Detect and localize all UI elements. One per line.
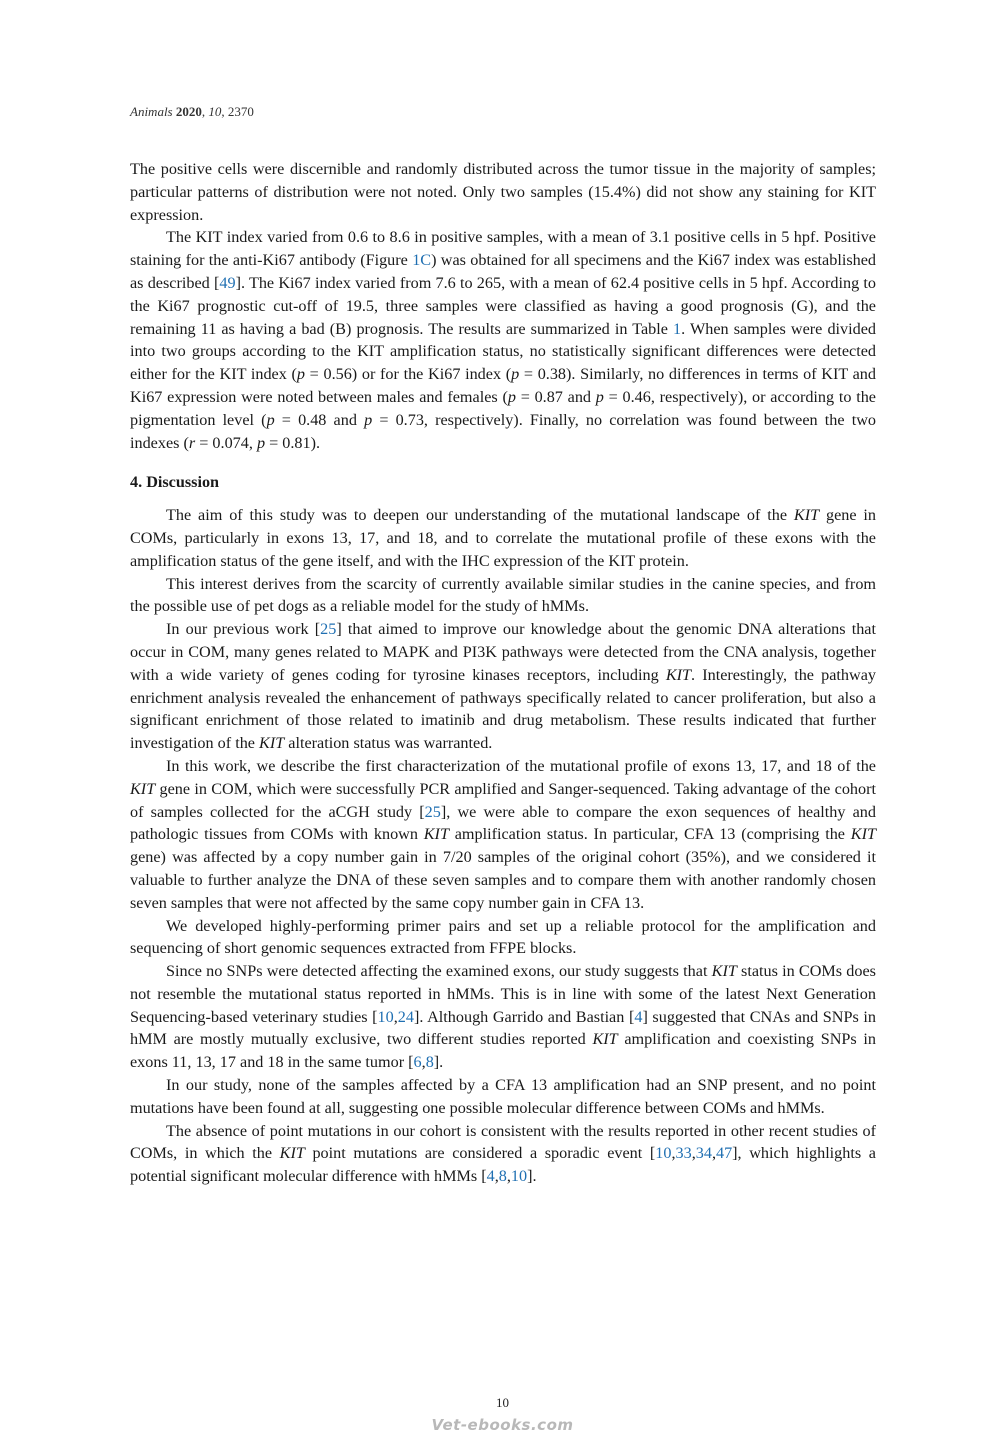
text-run: = 0.48 and	[274, 410, 365, 429]
text-run: gene) was affected by a copy number gain in 7/20 samples of the original cohort (35%), and we considered it valuable to further analyze the DNA of these seven samples and to compare them with another randomly chosen seven samples that were not affected by the same copy number gain in CFA 13.	[130, 848, 876, 912]
citation-link[interactable]: 25	[320, 620, 337, 639]
citation-link[interactable]: 6	[413, 1053, 422, 1072]
running-header: Animals 2020, 10, 2370	[130, 104, 254, 119]
body-paragraph	[130, 504, 876, 572]
citation-link[interactable]: 8	[498, 1167, 507, 1186]
italic-term: p	[507, 387, 516, 406]
journal-year: 2020	[175, 104, 202, 119]
text-run: . When samples were divided into two groups according to the KIT amplification status, no statistically significant differences were detected either for the KIT index (	[130, 319, 877, 384]
page-body	[130, 158, 876, 1188]
citation-link[interactable]: 10	[510, 1167, 528, 1186]
italic-term: KIT	[850, 825, 876, 844]
citation-link[interactable]: 4	[634, 1007, 643, 1026]
text-run: = 0.56) or for the Ki67 index (	[305, 365, 512, 384]
journal-volume: 10	[208, 104, 222, 119]
citation-link[interactable]: 10	[377, 1007, 394, 1026]
journal-name: Animals	[130, 104, 173, 119]
text-run: status in COMs does not resemble the mutational status reported in hMMs. This is in line with some of the latest Next Generation Sequencing-based veterinary studies [	[130, 962, 876, 1026]
text-run: ]. Although Garrido and Bastian [	[413, 1007, 635, 1026]
text-run: In our previous work [	[166, 620, 321, 639]
article-number: 2370	[227, 104, 254, 119]
text-run: = 0.87 and	[515, 387, 596, 406]
italic-term: p	[364, 410, 373, 429]
italic-term: p	[266, 410, 275, 429]
text-run: The absence of point mutations in our cohort is consistent with the results reported in other recent studies of COMs, in which the	[130, 1121, 876, 1163]
text-run: ,	[711, 1144, 716, 1163]
text-run: = 0.81).	[265, 433, 321, 452]
italic-term: KIT	[279, 1144, 305, 1163]
text-run: In our study, none of the samples affected by a CFA 13 amplification had an SNP present, and no point mutations have been found at all, suggesting one possible molecular difference between COMs and hMMs.	[130, 1076, 876, 1117]
text-run: In this work, we describe the first characterization of the mutational profile of exons 13, 17, and 18 of the	[166, 756, 876, 775]
italic-term: p	[511, 365, 520, 384]
page-number: 10	[496, 1395, 509, 1410]
text-run: ], which highlights a potential significant molecular difference with hMMs [	[130, 1144, 876, 1186]
italic-term: KIT	[665, 665, 692, 684]
text-run: . Interestingly, the pathway enrichment analysis revealed the enhancement of pathways specifically related to cancer proliferation, but also a significant enrichment of those related to imatinib and drug metabolism. These results indicated that further investigation of the	[130, 665, 876, 753]
text-run: ,	[421, 1053, 426, 1072]
italic-term: KIT	[793, 506, 820, 525]
text-run: ].	[527, 1167, 537, 1186]
text-run: The KIT index varied from 0.6 to 8.6 in positive samples, with a mean of 3.1 positive cells in 5 hpf. Positive staining for the anti-Ki67 antibody (Figure	[130, 228, 876, 270]
text-run: = 0.38). Similarly, no differences in terms of KIT and Ki67 expression were noted between males and females (	[130, 365, 876, 406]
body-paragraph	[130, 755, 876, 915]
italic-term: p	[595, 387, 604, 406]
citation-link[interactable]: 33	[675, 1144, 692, 1163]
body-paragraph	[130, 618, 876, 755]
italic-term: KIT	[259, 734, 285, 753]
text-run: ], we were able to compare the exon sequences of healthy and pathologic tissues from COMs with known	[130, 802, 876, 844]
text-run: We developed highly-performing primer pairs and set up a reliable protocol for the amplification and sequencing of short genomic sequences extracted from FFPE blocks.	[130, 916, 876, 958]
citation-link[interactable]: 25	[424, 802, 441, 821]
citation-link[interactable]: 8	[425, 1053, 434, 1072]
watermark-logo	[0, 1416, 1005, 1435]
italic-term: KIT	[423, 825, 449, 844]
text-run: alteration status was warranted.	[284, 734, 493, 753]
text-run: ,	[506, 1167, 511, 1186]
italic-term: KIT	[592, 1030, 618, 1049]
body-paragraph	[130, 1074, 876, 1120]
text-run: gene in COM, which were successfully PCR amplified and Sanger-sequenced. Taking advantage of the cohort of samples collected for the aCGH study [	[130, 779, 876, 821]
italic-term: r	[188, 433, 196, 452]
text-run: = 0.074,	[195, 433, 257, 452]
body-paragraph	[130, 158, 876, 226]
text-run: Since no SNPs were detected affecting the examined exons, our study suggests that	[166, 962, 712, 981]
discussion-section	[130, 504, 876, 1188]
italic-term: KIT	[130, 779, 156, 798]
text-run: = 0.46, respectively), or according to the pigmentation level (	[130, 387, 876, 429]
text-run: The positive cells were discernible and randomly distributed across the tumor tissue in the majority of samples; particular patterns of distribution were not noted. Only two samples (15.4%) did not show any staining for KIT expression.	[130, 160, 876, 224]
text-run: ,	[671, 1144, 676, 1163]
text-run: The aim of this study was to deepen our understanding of the mutational landscape of the	[166, 506, 794, 525]
citation-link[interactable]: 1C	[412, 251, 432, 270]
body-paragraph	[130, 573, 876, 619]
citation-link[interactable]: 49	[219, 273, 236, 292]
citation-link[interactable]: 24	[397, 1007, 414, 1026]
text-run: point mutations are considered a sporadic event [	[304, 1144, 656, 1163]
citation-link[interactable]: 1	[673, 319, 682, 338]
citation-link[interactable]: 34	[695, 1144, 712, 1163]
text-run: This interest derives from the scarcity of currently available similar studies in the canine species, and from the possible use of pet dogs as a reliable model for the study of hMMs.	[130, 574, 876, 616]
text-run: = 0.73, respectively). Finally, no correlation was found between the two indexes (	[130, 410, 876, 452]
text-run: amplification status. In particular, CFA 13 (comprising the	[448, 825, 851, 844]
citation-link[interactable]: 47	[715, 1144, 733, 1163]
text-run: amplification and coexisting SNPs in exons 11, 13, 17 and 18 in the same tumor [	[130, 1030, 876, 1072]
italic-term: p	[296, 365, 305, 384]
text-run: gene in COMs, particularly in exons 13, 17, and 18, and to correlate the mutational profile of these exons with the amplification status of the gene itself, and with the IHC expression of the KIT protein.	[130, 506, 876, 570]
text-run: ] that aimed to improve our knowledge about the genomic DNA alterations that occur in COM, many genes related to MAPK and PI3K pathways were detected from the CNA analysis, together with a wide variety of genes coding for tyrosine kinases receptors, including	[130, 620, 876, 684]
text-run: ,	[494, 1167, 499, 1186]
text-run: ,	[691, 1144, 696, 1163]
watermark-text: Vet-ebooks.com	[431, 1416, 574, 1434]
italic-term: p	[256, 433, 266, 452]
body-paragraph	[130, 1120, 876, 1188]
section-heading: 4. Discussion	[130, 473, 220, 492]
text-run: ]. The Ki67 index varied from 7.6 to 265, with a mean of 62.4 positive cells in 5 hpf. According to the Ki67 prognostic cut-off of 19.5, three samples were classified as having a good prognosis (G), and the remaining 11 as having a bad (B) prognosis. The results are summarized in Table	[130, 273, 877, 338]
body-paragraph	[130, 226, 876, 454]
text-run: ].	[433, 1053, 444, 1072]
italic-term: KIT	[711, 962, 737, 981]
citation-link[interactable]: 4	[486, 1167, 495, 1186]
text-run: ,	[393, 1007, 398, 1026]
citation-link[interactable]: 10	[655, 1144, 672, 1163]
text-run: ) was obtained for all specimens and the Ki67 index was established as described [	[130, 251, 876, 292]
body-paragraph	[130, 915, 876, 961]
body-paragraph	[130, 960, 876, 1074]
results-continuation	[130, 158, 876, 454]
text-run: ] suggested that CNAs and SNPs in hMM are mostly mutually exclusive, two different studies reported	[130, 1007, 876, 1049]
